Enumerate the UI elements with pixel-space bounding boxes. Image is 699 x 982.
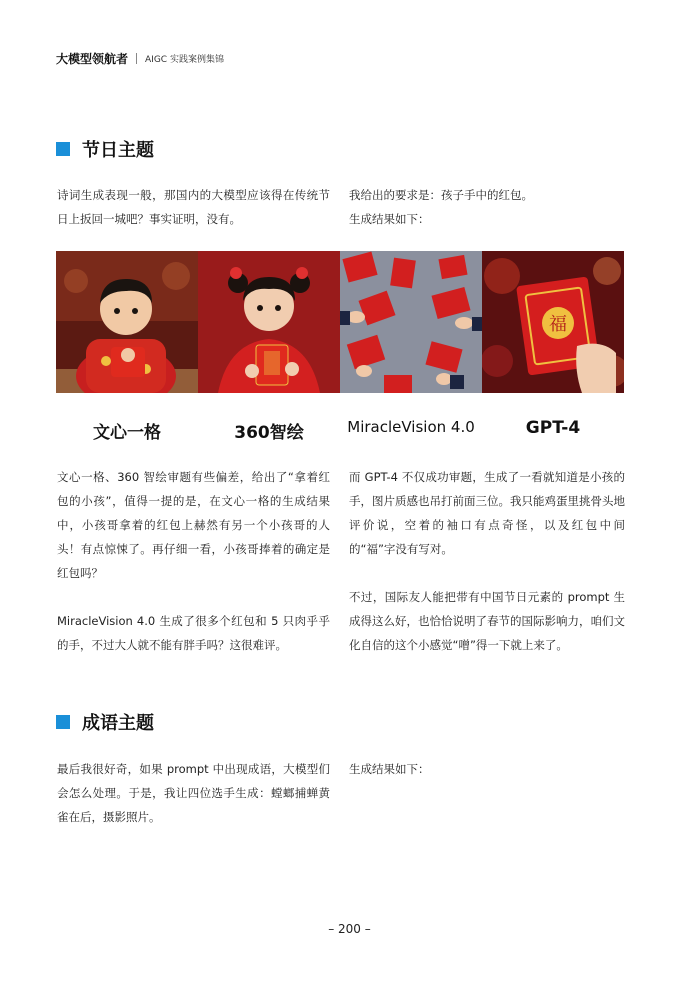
festival-left-paragraph-2: MiracleVision 4.0 生成了很多个红包和 5 只肉乎乎的手，不过大人就不能有胖手吗？这很难评。: [57, 614, 330, 652]
festival-right-paragraph-2: 不过，国际友人能把带有中国节日元素的 prompt 生成得这么好，也恰恰说明了春节的国际影响力，咱们文化自信的这个小感觉“噌”得一下就上来了。: [349, 590, 625, 652]
section-marker-icon: [56, 142, 70, 156]
header-divider: [136, 53, 137, 64]
festival-intro-left: 诗词生成表现一般，那国内的大模型应该得在传统节日上扳回一城吧？事实证明，没有。: [57, 188, 330, 226]
festival-right-paragraph-1: 而 GPT-4 不仅成功审题，生成了一看就知道是小孩的手，图片质感也吊打前面三位。我只能鸡蛋里挑骨头地评价说，空着的袖口有点奇怪，以及红包中间的“福”字没有写对。: [349, 470, 625, 556]
generated-images-row: [56, 251, 624, 393]
section-title-festival: [56, 136, 154, 162]
section-title-idiom: [56, 709, 154, 735]
festival-intro-right-line2: 生成结果如下：: [349, 212, 430, 226]
svg-text:福: 福: [549, 314, 567, 335]
section-marker-icon: [56, 715, 70, 729]
section-heading: 成语主题: [82, 713, 154, 734]
hand-holding-fu-red-envelope-image: [482, 251, 624, 393]
idiom-right-paragraph: 生成结果如下：: [349, 762, 430, 776]
image-label-wenxin: 文心一格: [93, 423, 161, 443]
image-label-360: 360智绘: [234, 423, 304, 443]
girl-with-red-envelope-image: [198, 251, 340, 393]
section-heading: 节日主题: [82, 140, 154, 161]
hands-holding-red-envelopes-image: [340, 251, 482, 393]
boy-with-red-envelope-image: [56, 251, 198, 393]
page-number: – 200 –: [328, 922, 371, 936]
book-title: 大模型领航者: [56, 52, 129, 66]
festival-left-paragraph-1: 文心一格、360 智绘审题有些偏差，给出了“拿着红包的小孩”，值得一提的是，在文心一格的生成结果中，小孩哥拿着的红包上赫然有另一个小孩哥的人头！有点惊悚了。再仔细一看，小孩哥捧着的确定是红包吗？: [57, 470, 330, 580]
image-label-miraclevision: MiracleVision 4.0: [347, 418, 475, 436]
image-label-gpt4: GPT-4: [525, 418, 581, 438]
running-header: [56, 50, 224, 67]
idiom-left-paragraph: 最后我很好奇，如果 prompt 中出现成语，大模型们会怎么处理。于是，我让四位选手生成：螳螂捕蝉黄雀在后，摄影照片。: [57, 762, 330, 824]
festival-intro-right-line1: 我给出的要求是：孩子手中的红包。: [349, 188, 533, 202]
series-title: AIGC 实践案例集锦: [145, 55, 224, 65]
image-labels-row: [56, 418, 624, 443]
